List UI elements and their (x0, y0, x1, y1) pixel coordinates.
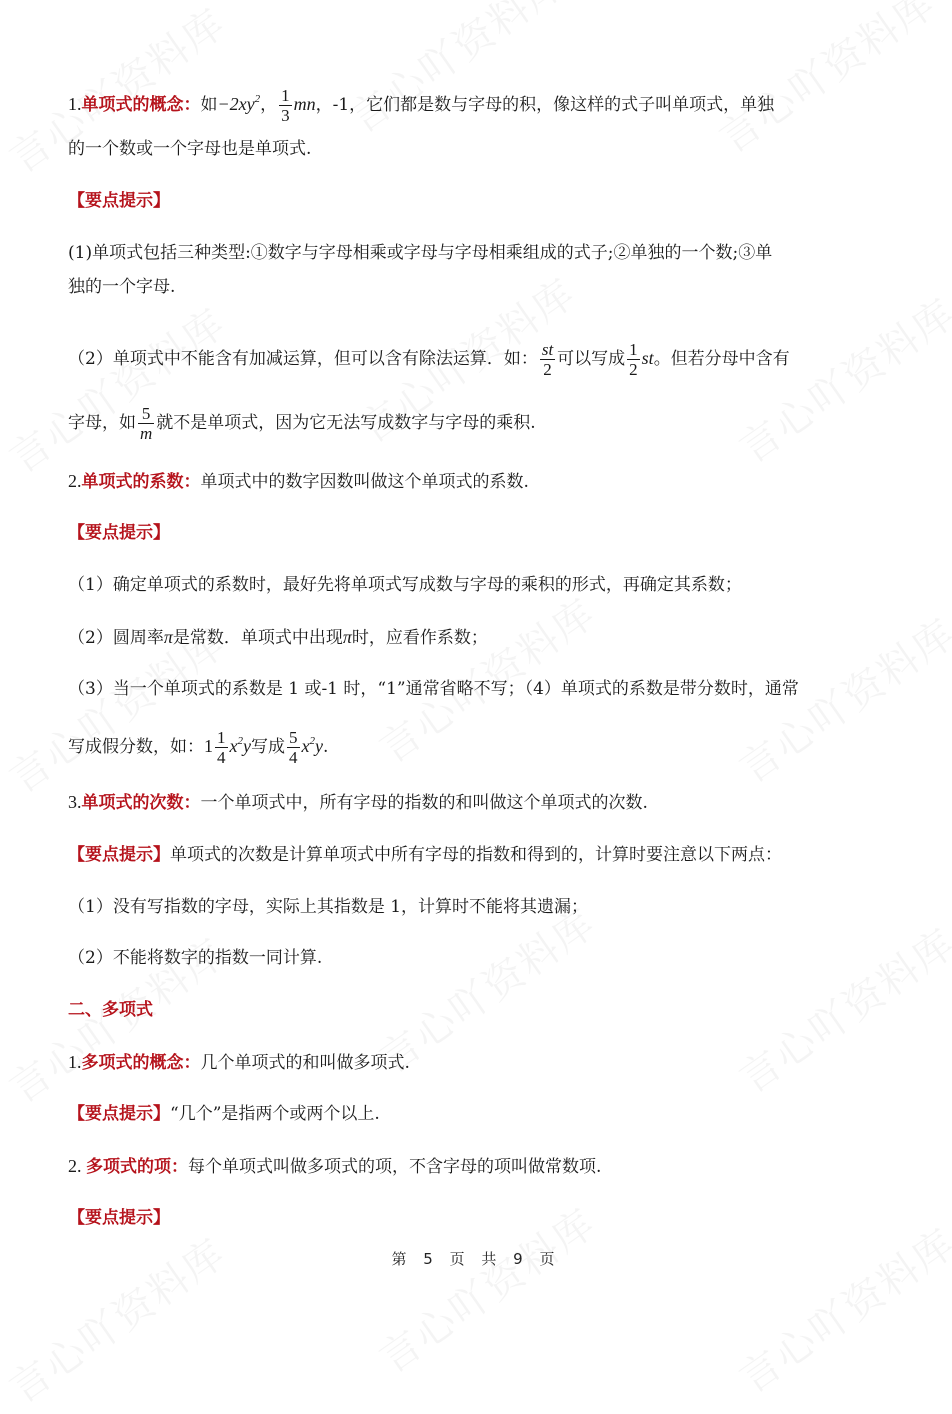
math-expression: $-2xy^2$ (217, 93, 261, 114)
text-line: （1）确定单项式的系数时，最好先将单项式写成数与字母的乘积的形式，再确定其系数； (68, 575, 742, 595)
watermark (0, 293, 236, 484)
watermark (366, 1193, 605, 1384)
fraction: $\frac{st}{2}$ (541, 340, 554, 379)
section-heading: 二、多项式 (68, 1000, 153, 1020)
text-line: （2）不能将数字的指数一同计算. (68, 948, 323, 968)
watermark (726, 1213, 952, 1404)
text-line: 独的一个字母. (68, 277, 176, 297)
polynomial-terms: 2. 多项式的项：每个单项式叫做多项式的项，不含字母的项叫做常数项. (68, 1156, 602, 1177)
key-points-label: 【要点提示】 (68, 1104, 170, 1124)
text-line: 字母，如 $\frac{5}{m}$ 就不是单项式，因为它无法写成数字与字母的乘积. (68, 404, 536, 443)
text-line: （3）当一个单项式的系数是 1 或-1 时，“1”通常省略不写；（4）单项式的系数是带分数时，通常 (68, 679, 799, 699)
text-line: （2）圆周率π是常数．单项式中出现π时，应看作系数； (68, 627, 488, 648)
monomial-coefficient: 2.单项式的系数：单项式中的数字因数叫做这个单项式的系数. (68, 471, 529, 492)
term-title: 多项式的项： (86, 1157, 188, 1177)
fraction: $\frac{5}{m}$ (140, 404, 153, 443)
fraction: $\frac{1}{2}$ (629, 340, 638, 379)
text-line: 的一个数或一个字母也是单项式. (68, 139, 312, 159)
watermark (726, 913, 952, 1104)
term-title: 单项式的系数： (81, 472, 201, 492)
text-line: 写成假分数，如：1 $\frac{1}{4}$ $x^2y$写成 $\frac{5}{4}$ $x^2y$. (68, 728, 329, 767)
key-points-label: 【要点提示】 (68, 191, 170, 211)
page-footer: 第 5 页 共 9 页 (391, 1250, 561, 1268)
term-title: 多项式的概念： (81, 1053, 201, 1073)
fraction: $\frac{5}{4}$ (289, 728, 298, 767)
monomial-degree: 3.单项式的次数：一个单项式中，所有字母的指数的和叫做这个单项式的次数. (68, 792, 648, 813)
polynomial-definition: 1.多项式的概念：几个单项式的和叫做多项式. (68, 1052, 410, 1073)
key-points-inline: 【要点提示】“几个”是指两个或两个以上. (68, 1104, 380, 1124)
key-points-label: 【要点提示】 (68, 1208, 170, 1228)
key-points-inline: 【要点提示】单项式的次数是计算单项式中所有字母的指数和得到的，计算时要注意以下两点： (68, 845, 782, 865)
monomial-definition: 1.单项式的概念：如$-2xy^2$， $\frac{1}{3}$ mn，-1，它们都是数与字母的积，像这样的式子叫单项式，单独 (68, 86, 775, 125)
key-points-label: 【要点提示】 (68, 523, 170, 543)
text-line: (1)单项式包括三种类型:①数字与字母相乘或字母与字母相乘组成的式子;②单独的一个数;③单 (68, 243, 773, 263)
key-points-label: 【要点提示】 (68, 845, 170, 865)
term-title: 单项式的次数： (81, 793, 201, 813)
term-title: 单项式的概念： (81, 95, 201, 115)
watermark (706, 0, 945, 164)
fraction: $\frac{1}{4}$ (217, 728, 226, 767)
text-line: （2）单项式中不能含有加减运算，但可以含有除法运算．如： $\frac{st}{2}$ 可以写成 $\frac{1}{2}$ st。但若分母中含有 (68, 340, 790, 379)
text-line: （1）没有写指数的字母，实际上其指数是 1，计算时不能将其遗漏； (68, 897, 589, 917)
fraction: $\frac{1}{3}$ (281, 86, 290, 125)
